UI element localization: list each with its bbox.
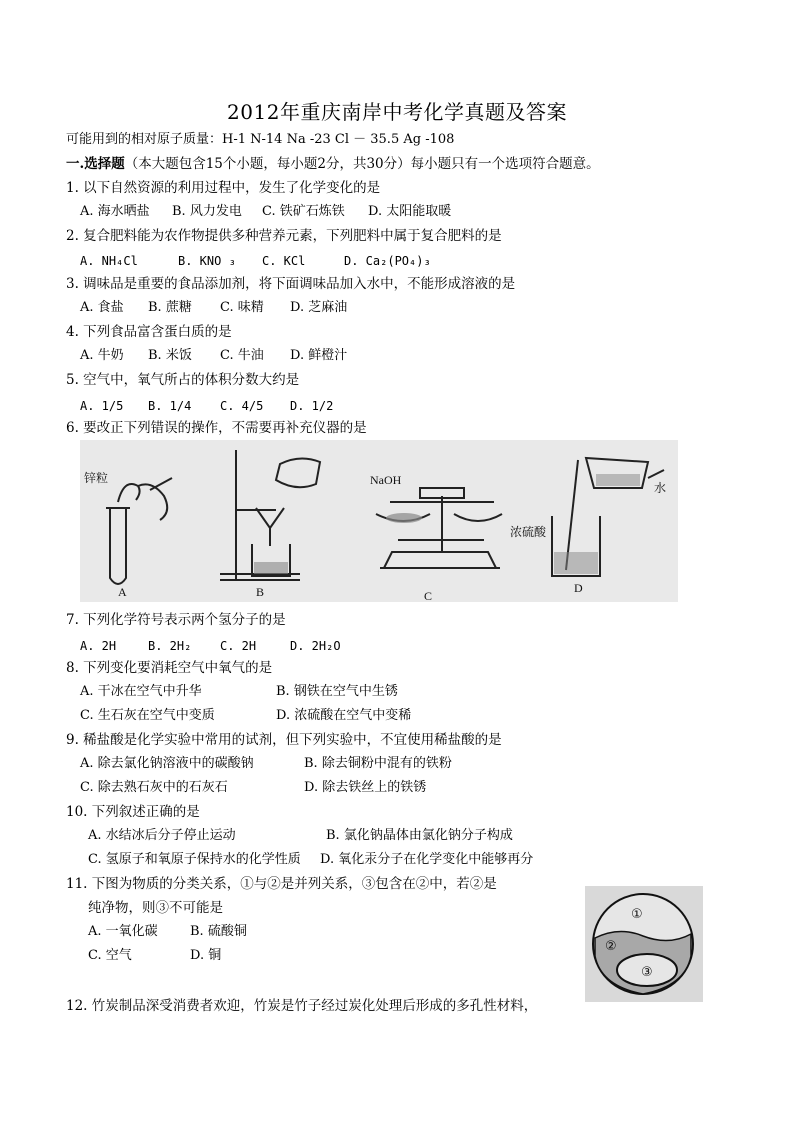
q5-option-c: C. 4/5 [220,399,264,413]
q7-option-d: D. 2H₂O [290,639,341,653]
venn-label-1: ① [631,907,643,922]
lab-operations-figure [80,440,678,602]
q9-option-d: D. 除去铁丝上的铁锈 [304,780,427,795]
question-1-stem: 1. 以下自然资源的利用过程中，发生了化学变化的是 [66,180,381,196]
question-11-stem-continued: 纯净物，则③不可能是 [88,900,223,916]
label-acid: 浓硫酸 [510,525,547,539]
q8-option-d: D. 浓硫酸在空气中变稀 [276,708,412,723]
q1-option-d: D. 太阳能取暖 [368,204,452,219]
question-9-stem: 9. 稀盐酸是化学实验中常用的试剂，但下列实验中，不宜使用稀盐酸的是 [66,732,502,748]
question-6-stem: 6. 要改正下列错误的操作，不需要再补充仪器的是 [66,420,367,436]
q7-option-b: B. 2H₂ [148,639,192,653]
q1-option-a: A. 海水晒盐 [80,204,150,219]
q2-option-c: C. KCl [262,254,306,268]
question-10-stem: 10. 下列叙述正确的是 [66,804,200,820]
q5-option-b: B. 1/4 [148,399,192,413]
q9-option-b: B. 除去铜粉中混有的铁粉 [304,756,452,771]
section-description: （本大题包含15个小题，每小题2分，共30分）每小题只有一个选项符合题意。 [124,156,600,172]
section-heading: 一.选择题 [66,156,125,172]
q5-option-d: D. 1/2 [290,399,334,413]
q3-option-a: A. 食盐 [80,300,124,315]
lab-operations-illustration [80,440,678,602]
label-d: D [574,581,583,595]
q1-option-c: C. 铁矿石炼铁 [262,204,345,219]
venn-label-3: ③ [641,965,653,980]
q3-option-b: B. 蔗糖 [148,300,192,315]
label-naoh: NaOH [370,473,402,487]
q10-option-a: A. 水结冰后分子停止运动 [88,828,236,843]
q11-option-b: B. 硫酸铜 [190,924,247,939]
q9-option-a: A. 除去氯化钠溶液中的碳酸钠 [80,756,254,771]
section-header [66,154,600,174]
classification-venn-illustration [585,886,703,1002]
q3-option-c: C. 味精 [220,300,264,315]
q10-option-b: B. 氯化钠晶体由氯化钠分子构成 [326,828,513,843]
q9-option-c: C. 除去熟石灰中的石灰石 [80,780,228,795]
q4-option-a: A. 牛奶 [80,348,124,363]
q5-option-a: A. 1/5 [80,399,124,413]
q4-option-d: D. 鲜橙汁 [290,348,348,363]
q4-option-c: C. 牛油 [220,348,264,363]
question-3-stem: 3. 调味品是重要的食品添加剂，将下面调味品加入水中，不能形成溶液的是 [66,276,516,292]
question-2-stem: 2. 复合肥料能为农作物提供多种营养元素，下列肥料中属于复合肥料的是 [66,228,502,244]
label-a: A [118,585,127,599]
q7-option-c: C. 2H [220,639,257,653]
q8-option-a: A. 干冰在空气中升华 [80,684,202,699]
q11-option-c: C. 空气 [88,948,132,963]
atomic-masses: 可能用到的相对原子质量：H-1 N-14 Na -23 Cl － 35.5 Ag -108 [66,132,455,147]
classification-venn-figure [585,886,703,1002]
page-title: 2012年重庆南岸中考化学真题及答案 [227,100,567,124]
q10-option-d: D. 氧化汞分子在化学变化中能够再分 [320,852,534,867]
q11-option-d: D. 铜 [190,948,222,963]
q2-option-a: A. NH₄Cl [80,254,138,268]
question-12-stem: 12. 竹炭制品深受消费者欢迎，竹炭是竹子经过炭化处理后形成的多孔性材料， [66,998,538,1014]
label-b: B [256,585,265,599]
q2-option-b: B. KNO ₃ [178,254,236,268]
question-7-stem: 7. 下列化学符号表示两个氢分子的是 [66,612,286,628]
q8-option-c: C. 生石灰在空气中变质 [80,708,215,723]
q10-option-c: C. 氢原子和氧原子保持水的化学性质 [88,852,301,867]
q7-option-a: A. 2H [80,639,117,653]
test-tube-shape [110,508,126,584]
venn-label-2: ② [605,939,617,954]
q3-option-d: D. 芝麻油 [290,300,348,315]
label-zinc: 锌粒 [84,471,109,485]
q8-option-b: B. 钢铁在空气中生锈 [276,684,398,699]
q2-option-d: D. Ca₂(PO₄)₃ [344,254,431,268]
question-8-stem: 8. 下列变化要消耗空气中氧气的是 [66,660,273,676]
q11-option-a: A. 一氧化碳 [88,924,158,939]
label-water: 水 [654,481,667,495]
q4-option-b: B. 米饭 [148,348,192,363]
label-c: C [424,589,433,602]
question-4-stem: 4. 下列食品富含蛋白质的是 [66,324,232,340]
q1-option-b: B. 风力发电 [172,204,242,219]
question-11-stem: 11. 下图为物质的分类关系，①与②是并列关系，③包含在②中，若②是 [66,876,497,892]
question-5-stem: 5. 空气中，氧气所占的体积分数大约是 [66,372,300,388]
